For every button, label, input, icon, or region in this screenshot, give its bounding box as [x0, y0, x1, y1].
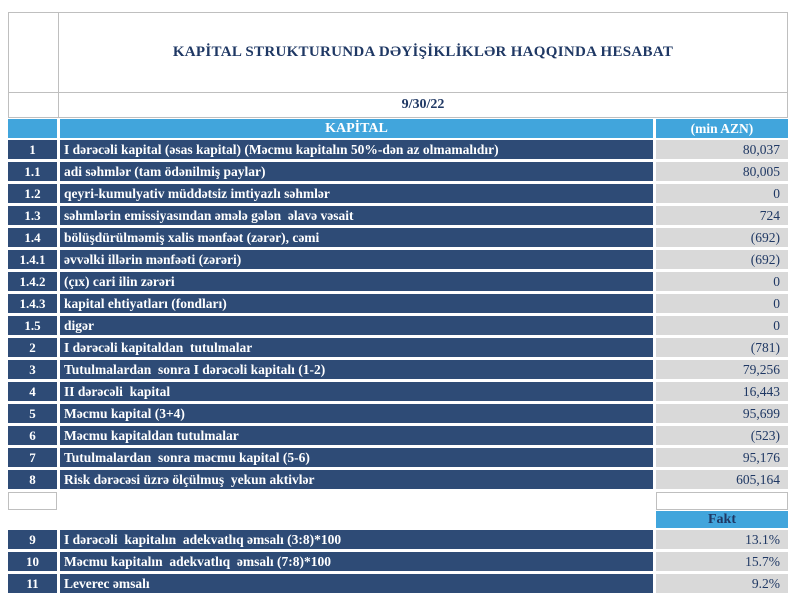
- row-value-cell: 9.2%: [656, 574, 788, 593]
- row-label-cell: digər: [60, 316, 653, 335]
- table-row: [8, 360, 788, 379]
- row-label-cell: I dərəcəli kapitaldan tutulmalar: [60, 338, 653, 357]
- section-header-title: KAPİTAL: [60, 119, 653, 138]
- table-row: [8, 426, 788, 445]
- row-label-cell: Məcmu kapitaldan tutulmalar: [60, 426, 653, 445]
- row-label-cell: kapital ehtiyatları (fondları): [60, 294, 653, 313]
- spacer-row: [8, 492, 788, 510]
- row-number-cell: 1.5: [8, 316, 57, 335]
- table-row: [8, 294, 788, 313]
- row-value-cell: 95,176: [656, 448, 788, 467]
- row-value-cell: 79,256: [656, 360, 788, 379]
- table-row: [8, 338, 788, 357]
- row-number-cell: 1.4.2: [8, 272, 57, 291]
- row-label-cell: I dərəcəli kapitalın adekvatlıq əmsalı (3:8)*100: [60, 530, 653, 549]
- capital-report-sheet: [8, 12, 788, 596]
- row-value-cell: 0: [656, 184, 788, 203]
- row-number-cell: 1.4.1: [8, 250, 57, 269]
- section-header-row: [8, 119, 788, 138]
- row-number-cell: 9: [8, 530, 57, 549]
- row-value-cell: (523): [656, 426, 788, 445]
- row-value-cell: (692): [656, 228, 788, 247]
- section-header-unit: (min AZN): [656, 119, 788, 138]
- table-row: [8, 250, 788, 269]
- row-number-cell: 1.3: [8, 206, 57, 225]
- row-label-cell: Məcmu kapital (3+4): [60, 404, 653, 423]
- row-label-cell: II dərəcəli kapital: [60, 382, 653, 401]
- table-row: [8, 228, 788, 247]
- row-number-cell: 10: [8, 552, 57, 571]
- report-header-block: [8, 12, 788, 118]
- row-value-cell: 15.7%: [656, 552, 788, 571]
- row-value-cell: 724: [656, 206, 788, 225]
- row-value-cell: 80,005: [656, 162, 788, 181]
- row-number-cell: 1.4: [8, 228, 57, 247]
- row-label-cell: (çıx) cari ilin zərəri: [60, 272, 653, 291]
- row-number-cell: 2: [8, 338, 57, 357]
- row-label-cell: Tutulmalardan sonra məcmu kapital (5-6): [60, 448, 653, 467]
- table-row: [8, 530, 788, 549]
- row-number-cell: 1: [8, 140, 57, 159]
- table-row: [8, 470, 788, 489]
- spacer-value-cell: [656, 492, 788, 510]
- row-value-cell: 0: [656, 316, 788, 335]
- row-label-cell: Məcmu kapitalın adekvatlıq əmsalı (7:8)*100: [60, 552, 653, 571]
- row-label-cell: bölüşdürülməmiş xalis mənfəət (zərər), cəmi: [60, 228, 653, 247]
- table-row: [8, 184, 788, 203]
- row-number-cell: 1.2: [8, 184, 57, 203]
- row-value-cell: (692): [656, 250, 788, 269]
- row-number-cell: 1.1: [8, 162, 57, 181]
- fakt-header-row: [8, 511, 788, 528]
- row-number-cell: 8: [8, 470, 57, 489]
- table-row: [8, 552, 788, 571]
- title-corner-cell: [9, 13, 59, 92]
- date-corner-cell: [9, 93, 59, 117]
- ratio-rows: [8, 530, 788, 593]
- title-row: [9, 13, 787, 93]
- row-number-cell: 5: [8, 404, 57, 423]
- row-label-cell: I dərəcəli kapital (əsas kapital) (Məcmu kapitalın 50%-dən az olmamalıdır): [60, 140, 653, 159]
- table-row: [8, 404, 788, 423]
- row-value-cell: 605,164: [656, 470, 788, 489]
- spacer-middle: [60, 492, 653, 510]
- row-value-cell: 0: [656, 272, 788, 291]
- table-row: [8, 140, 788, 159]
- row-value-cell: 0: [656, 294, 788, 313]
- row-label-cell: qeyri-kumulyativ müddətsiz imtiyazlı səhmlər: [60, 184, 653, 203]
- row-number-cell: 6: [8, 426, 57, 445]
- table-row: [8, 316, 788, 335]
- table-row: [8, 382, 788, 401]
- table-row: [8, 162, 788, 181]
- row-number-cell: 3: [8, 360, 57, 379]
- row-number-cell: 4: [8, 382, 57, 401]
- row-label-cell: səhmlərin emissiyasından əmələ gələn əlavə vəsait: [60, 206, 653, 225]
- table-row: [8, 272, 788, 291]
- report-date: 9/30/22: [401, 97, 445, 112]
- capital-rows: [8, 140, 788, 489]
- row-label-cell: Risk dərəcəsi üzrə ölçülmuş yekun aktivlər: [60, 470, 653, 489]
- row-value-cell: 13.1%: [656, 530, 788, 549]
- row-number-cell: 11: [8, 574, 57, 593]
- table-row: [8, 206, 788, 225]
- fakt-header-cell: Fakt: [656, 511, 788, 528]
- table-row: [8, 574, 788, 593]
- row-number-cell: 7: [8, 448, 57, 467]
- spacer-number-cell: [8, 492, 57, 510]
- row-value-cell: 16,443: [656, 382, 788, 401]
- row-value-cell: 80,037: [656, 140, 788, 159]
- row-label-cell: Tutulmalardan sonra I dərəcəli kapitalı (1-2): [60, 360, 653, 379]
- row-label-cell: Leverec əmsalı: [60, 574, 653, 593]
- row-label-cell: adi səhmlər (tam ödənilmiş paylar): [60, 162, 653, 181]
- row-label-cell: əvvəlki illərin mənfəəti (zərəri): [60, 250, 653, 269]
- date-row: [9, 93, 787, 117]
- section-header-corner: [8, 119, 57, 138]
- row-value-cell: (781): [656, 338, 788, 357]
- row-number-cell: 1.4.3: [8, 294, 57, 313]
- table-row: [8, 448, 788, 467]
- row-value-cell: 95,699: [656, 404, 788, 423]
- fakt-row-spacer: [8, 511, 653, 528]
- report-title: KAPİTAL STRUKTURUNDA DƏYİŞİKLİKLƏR HAQQINDA HESABAT: [172, 44, 674, 60]
